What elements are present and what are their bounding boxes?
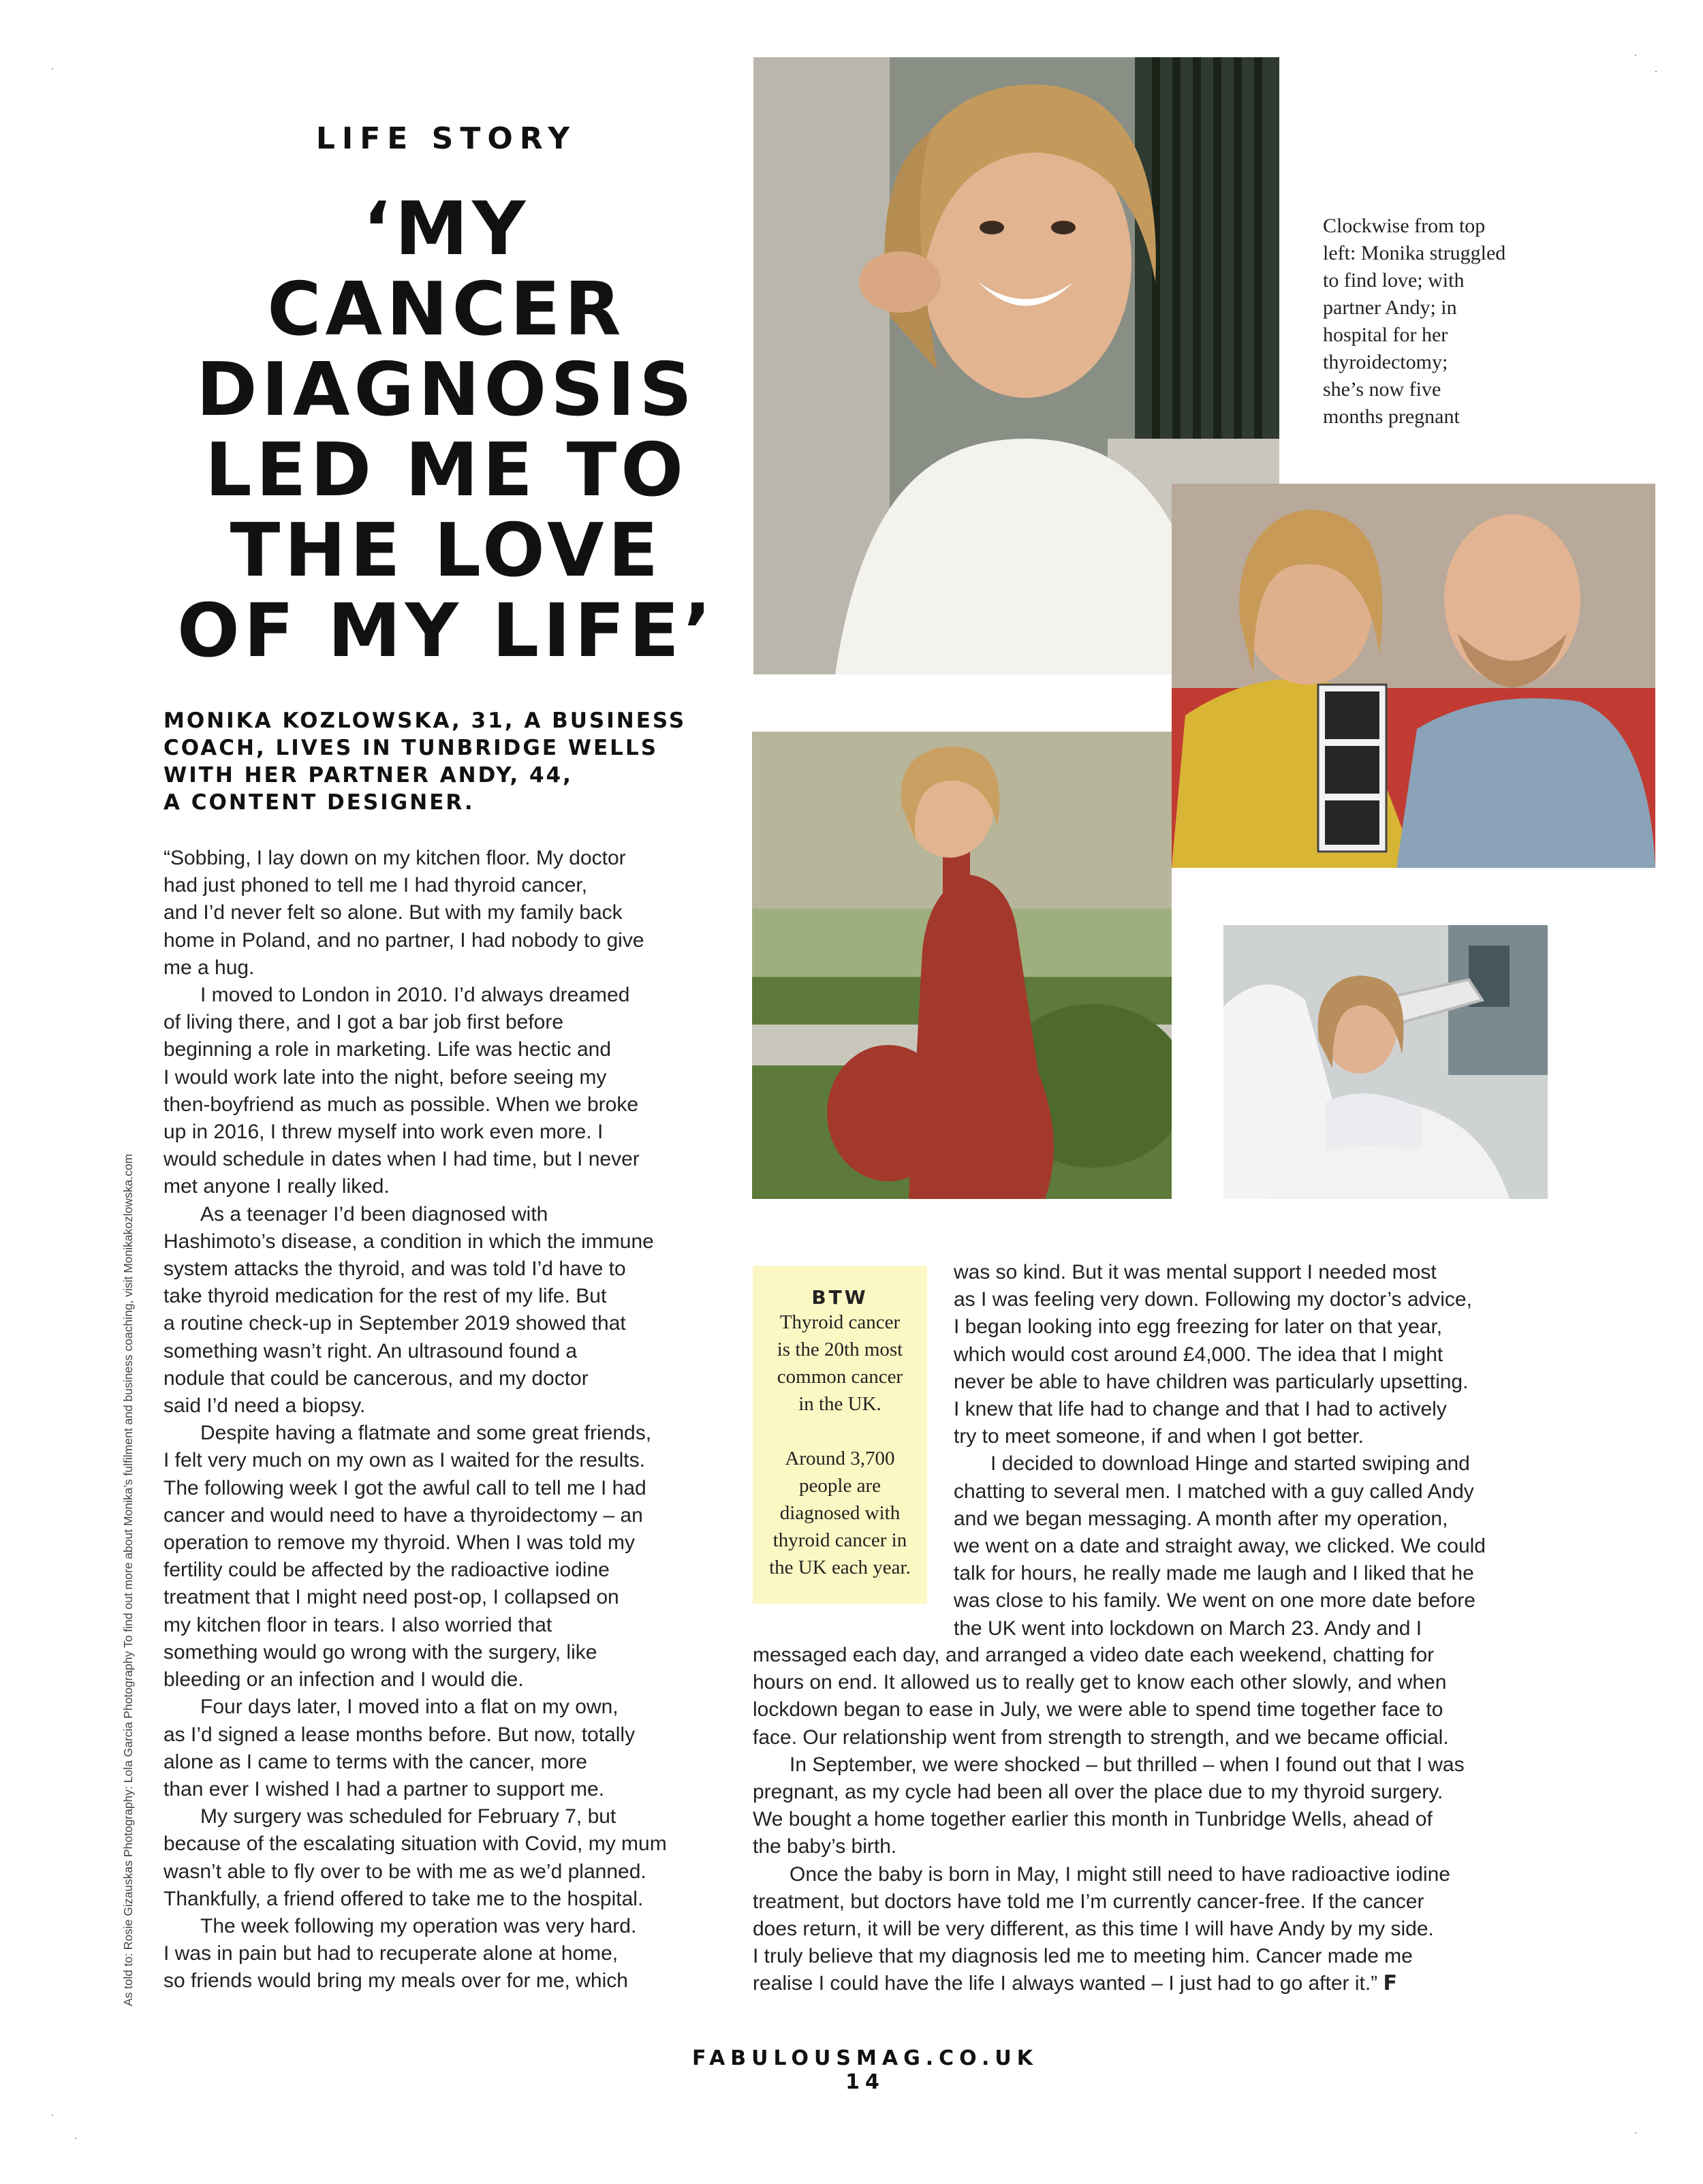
- body-line: because of the escalating situation with Covid, my mum: [163, 1832, 667, 1856]
- body-line: me a hug.: [163, 956, 255, 979]
- headline-line: CANCER: [267, 267, 625, 352]
- body-line: something would go wrong with the surgery, like: [163, 1640, 597, 1664]
- article-column-1: [163, 845, 708, 1995]
- headline-line: LED ME TO: [204, 428, 688, 513]
- body-line: pregnant, as my cycle had been all over the place due to my thyroid surgery.: [753, 1781, 1443, 1804]
- body-line: I moved to London in 2010. I’d always dreamed: [200, 984, 630, 1007]
- caption-line: months pregnant: [1323, 405, 1460, 428]
- body-line: try to meet someone, if and when I got better.: [954, 1425, 1364, 1448]
- btw-line: is the 20th most: [777, 1339, 903, 1360]
- body-line: than ever I wished I had a partner to support me.: [163, 1777, 605, 1800]
- btw-fact-2: [753, 1445, 927, 1581]
- headline-line: DIAGNOSIS: [196, 347, 696, 433]
- body-line: said I’d need a biopsy.: [163, 1394, 366, 1418]
- photo-caption: [1323, 213, 1582, 431]
- btw-line: people are: [799, 1475, 881, 1497]
- body-line: up in 2016, I threw myself into work even more. I: [163, 1121, 604, 1144]
- body-line: I was in pain but had to recuperate alone at home,: [163, 1942, 619, 1965]
- standfirst-line: MONIKA KOZLOWSKA, 31, A BUSINESS: [163, 708, 687, 733]
- photo-hospital: [1223, 925, 1548, 1199]
- photo-pregnant: [752, 732, 1172, 1199]
- body-line-text: realise I could have the life I always wanted – I just had to go after it.”: [753, 1972, 1378, 1995]
- body-line: a routine check-up in September 2019 showed that: [163, 1312, 626, 1335]
- body-line: system attacks the thyroid, and was told I’d have to: [163, 1258, 626, 1281]
- body-line: Hashimoto’s disease, a condition in which the immune: [163, 1230, 654, 1253]
- btw-line: Thyroid cancer: [779, 1311, 901, 1333]
- caption-line: to find love; with: [1323, 269, 1465, 292]
- photo-hospital-art: [1223, 925, 1548, 1199]
- caption-line: thyroidectomy;: [1323, 351, 1448, 373]
- body-line: cancer and would need to have a thyroidectomy – an: [163, 1503, 643, 1527]
- body-line: was close to his family. We went on one more date before: [954, 1589, 1475, 1612]
- body-line: alone as I came to terms with the cancer, more: [163, 1750, 587, 1773]
- body-line: was so kind. But it was mental support I needed most: [954, 1261, 1437, 1283]
- caption-line: hospital for her: [1323, 324, 1448, 346]
- body-line: and we began messaging. A month after my operation,: [954, 1507, 1448, 1530]
- crop-mark: [52, 68, 53, 69]
- btw-line: common cancer: [777, 1366, 903, 1388]
- caption-line: left: Monika struggled: [1323, 242, 1506, 264]
- standfirst-line: A CONTENT DESIGNER.: [163, 790, 475, 815]
- body-line: treatment that I might need post-op, I collapsed on: [163, 1586, 619, 1609]
- standfirst: [163, 707, 722, 816]
- body-line: hours on end. It allowed us to really get to know each other slowly, and when: [753, 1671, 1447, 1694]
- body-line: We bought a home together earlier this month in Tunbridge Wells, ahead of: [753, 1808, 1433, 1831]
- body-line: Four days later, I moved into a flat on my own,: [200, 1696, 619, 1719]
- btw-fact-box: [753, 1266, 927, 1604]
- crop-mark: [75, 2138, 76, 2139]
- body-line: we went on a date and straight away, we clicked. We could: [954, 1535, 1486, 1558]
- btw-line: in the UK.: [798, 1393, 881, 1415]
- caption-line: she’s now five: [1323, 378, 1441, 401]
- body-line: never be able to have children was particularly upsetting.: [954, 1370, 1469, 1393]
- body-line: fertility could be affected by the radioactive iodine: [163, 1559, 610, 1582]
- section-kicker: LIFE STORY: [315, 121, 577, 156]
- body-line: nodule that could be cancerous, and my doctor: [163, 1367, 589, 1390]
- crop-mark: [52, 2115, 53, 2116]
- body-line: as I’d signed a lease months before. But now, totally: [163, 1723, 636, 1746]
- body-line: wasn’t able to fly over to be with me as we’d planned.: [163, 1860, 646, 1883]
- body-line: I began looking into egg freezing for later on that year,: [954, 1315, 1443, 1339]
- headline-line: OF MY LIFE’: [176, 589, 716, 674]
- body-line: The week following my operation was very hard.: [200, 1914, 637, 1937]
- body-line: something wasn’t right. An ultrasound found a: [163, 1339, 578, 1362]
- body-line: talk for hours, he really made me laugh and I liked that he: [954, 1562, 1474, 1585]
- body-line: The following week I got the awful call to tell me I had: [163, 1476, 646, 1499]
- body-line: I felt very much on my own as I waited for the results.: [163, 1449, 645, 1472]
- crop-mark: [1635, 2132, 1636, 2134]
- btw-fact-1: [753, 1309, 927, 1418]
- body-line: I knew that life had to change and that I had to actively: [954, 1398, 1447, 1421]
- body-line: treatment, but doctors have told me I’m currently cancer-free. If the cancer: [753, 1890, 1424, 1913]
- body-line: would schedule in dates when I had time, but I never: [163, 1148, 640, 1171]
- body-line: and I’d never felt so alone. But with my family back: [163, 901, 623, 924]
- body-line: face. Our relationship went from strength to strength, and we became official.: [753, 1726, 1449, 1749]
- article-column-2-top: [954, 1259, 1553, 1642]
- caption-line: partner Andy; in: [1323, 296, 1457, 319]
- body-line: so friends would bring my meals over for me, which: [163, 1969, 628, 1993]
- body-line: my kitchen floor in tears. I also worried that: [163, 1613, 552, 1636]
- body-line: then-boyfriend as much as possible. When we broke: [163, 1093, 639, 1116]
- body-line: does return, it will be very different, as this time I will have Andy by my side.: [753, 1918, 1434, 1941]
- btw-line: Around 3,700: [785, 1448, 895, 1469]
- body-line: as I was feeling very down. Following my doctor’s advice,: [954, 1288, 1472, 1311]
- body-line: met anyone I really liked.: [163, 1175, 390, 1198]
- body-line: bleeding or an infection and I would die.: [163, 1668, 524, 1691]
- end-mark: F: [1383, 1971, 1398, 1996]
- standfirst-line: COACH, LIVES IN TUNBRIDGE WELLS: [163, 736, 659, 760]
- btw-line: the UK each year.: [769, 1557, 911, 1578]
- body-line: As a teenager I’d been diagnosed with: [200, 1202, 548, 1226]
- body-line: operation to remove my thyroid. When I was told my: [163, 1531, 635, 1555]
- page-footer: FABULOUSMAG.CO.UK 14: [692, 2046, 1038, 2094]
- photo-credit: As told to: Rosie Gizauskas Photography: Lola Garcia Photography To find out more about Monika’s fulfilment and business coaching, visit Monikakozlowska.com: [121, 1153, 135, 2006]
- body-line: of living there, and I got a bar job first before: [163, 1011, 564, 1034]
- body-line: I truly believe that my diagnosis led me to meeting him. Cancer made me: [753, 1945, 1413, 1968]
- body-line: the baby’s birth.: [753, 1835, 897, 1858]
- body-line: chatting to several men. I matched with a guy called Andy: [954, 1480, 1474, 1503]
- photo-couple-art: [1172, 484, 1655, 868]
- body-line: messaged each day, and arranged a video date each weekend, chatting for: [753, 1644, 1435, 1666]
- photo-pregnant-art: [752, 732, 1172, 1199]
- body-line: beginning a role in marketing. Life was hectic and: [163, 1038, 612, 1061]
- crop-mark: [1655, 71, 1657, 72]
- btw-title: BTW: [811, 1286, 869, 1309]
- body-line: I decided to download Hinge and started swiping and: [990, 1452, 1470, 1476]
- body-line: In September, we were shocked – but thrilled – when I found out that I was: [790, 1753, 1465, 1776]
- photo-couple: [1172, 484, 1655, 868]
- body-line: My surgery was scheduled for February 7, but: [200, 1805, 616, 1828]
- body-line: Despite having a flatmate and some great friends,: [200, 1422, 652, 1445]
- body-line: the UK went into lockdown on March 23. Andy and I: [954, 1617, 1422, 1640]
- caption-line: Clockwise from top: [1323, 215, 1486, 237]
- body-line: which would cost around £4,000. The idea that I might: [954, 1343, 1443, 1366]
- body-line: take thyroid medication for the rest of my life. But: [163, 1285, 607, 1308]
- btw-line: thyroid cancer in: [772, 1529, 907, 1551]
- body-line: had just phoned to tell me I had thyroid cancer,: [163, 874, 588, 897]
- body-line: [753, 1970, 1557, 1997]
- crop-mark: [1635, 54, 1636, 56]
- body-line: “Sobbing, I lay down on my kitchen floor. My doctor: [163, 847, 626, 869]
- headline: [136, 189, 756, 672]
- headline-line: ‘MY: [362, 187, 530, 272]
- body-line: home in Poland, and no partner, I had nobody to give: [163, 929, 644, 952]
- standfirst-line: WITH HER PARTNER ANDY, 44,: [163, 763, 573, 787]
- body-line: lockdown began to ease in July, we were able to spend time together face to: [753, 1698, 1443, 1721]
- body-line: Thankfully, a friend offered to take me to the hospital.: [163, 1887, 644, 1910]
- btw-line: diagnosed with: [779, 1502, 901, 1524]
- headline-line: THE LOVE: [230, 508, 663, 593]
- article-column-2-bottom: [753, 1642, 1557, 1998]
- body-line: Once the baby is born in May, I might still need to have radioactive iodine: [790, 1862, 1450, 1886]
- body-line: I would work late into the night, before seeing my: [163, 1065, 607, 1089]
